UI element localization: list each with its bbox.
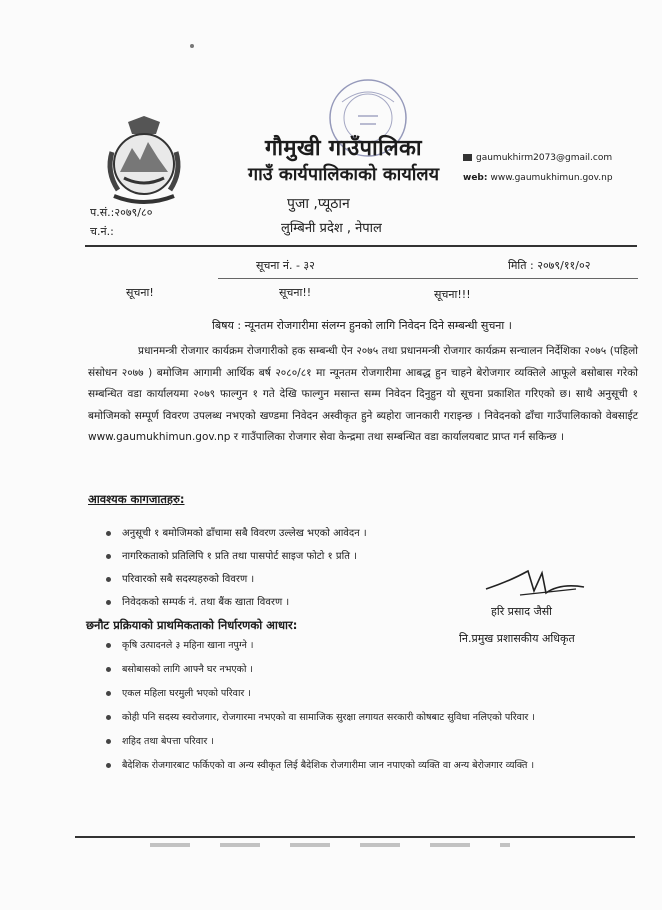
bullet-icon [106, 715, 111, 720]
notice-heading-2: सूचना!! [279, 286, 312, 299]
requirements-heading: आवश्यक कागजातहरु: [88, 492, 185, 506]
footer-residue [150, 843, 510, 847]
email-text: gaumukhirm2073@gmail.com [476, 153, 613, 163]
website-row [463, 168, 613, 188]
list-item: एकल महिला घरमुली भएको परिवार । [106, 682, 535, 706]
address-line-1: पुजा ,प्यूठान [287, 196, 350, 212]
notice-heading-3: सूचना!!! [434, 288, 471, 301]
bullet-icon [106, 577, 111, 582]
website-text: www.gaumukhimun.gov.np [490, 173, 613, 183]
notice-number: सूचना नं. - ३२ [256, 259, 315, 272]
dispatch-number: च.नं.: [90, 225, 114, 238]
list-item: बसोबासको लागि आफ्नै घर नभएको । [106, 658, 535, 682]
notice-date: मिति : २०७९/११/०२ [508, 259, 591, 272]
list-item: बैदेशिक रोजगारबाट फर्किएको वा अन्य स्वीकृत लिई बैदेशिक रोजगारीमा जान नपाएको व्यक्ति वा अन्य बेरोजगार व्यक्ति । [106, 754, 535, 778]
bullet-icon [106, 554, 111, 559]
list-item: कृषि उत्पादनले ३ महिना खाना नपुग्ने । [106, 634, 535, 658]
office-name: गाउँ कार्यपालिकाको कार्यालय [248, 164, 440, 185]
bullet-icon [106, 763, 111, 768]
nepal-emblem-icon [98, 112, 190, 208]
signature-icon [480, 563, 590, 601]
bullet-icon [106, 667, 111, 672]
signatory-name: हरि प्रसाद जैसी [491, 605, 553, 618]
bullet-icon [106, 739, 111, 744]
bullet-icon [106, 643, 111, 648]
bullet-icon [106, 531, 111, 536]
priority-heading: छनौट प्रक्रियाको प्राथमिकताको निर्धारणको आधार: [86, 618, 298, 632]
address-line-2: लुम्बिनी प्रदेश , नेपाल [281, 221, 382, 236]
footer-divider [75, 836, 635, 838]
bullet-icon [106, 691, 111, 696]
notice-body-paragraph: प्रधानमन्त्री रोजगार कार्यक्रम रोजगारीको हक सम्बन्धी ऐन २०७५ तथा प्रधानमन्त्री रोजगार कार्यक्रम सन्चालन निर्देशिका २०७५ (पहिलो संसोधन २०७७ ) बमोजिम आगामी आर्थिक बर्ष २०८०/८१ मा न्यूनतम रोजगारीमा आबद्ध हुन चाहने बेरोजगार व्यक्तिले आफूले बसोबास गरेको सम्बन्धित वडा कार्यालयमा २०७९ फाल्गुन १ गते देखि फाल्गुन मसान्त सम्म निवेदन दिनुहुन यो सूचना प्रकाशित गरिएको छ। साथै अनुसूची १ बमोजिमको सम्पूर्ण विवरण उपलब्ध नभएको खण्डमा निवेदन अस्वीकृत हुने ब्यहोरा जानकारी गराइन्छ । निवेदनको ढाँचा गाउँपालिकाको वेबसाईट www.gaumukhimun.gov.np र गाउँपालिका रोजगार सेवा केन्द्रमा तथा सम्बन्धित वडा कार्यालयबाट प्राप्त गर्न सकिन्छ । [88, 345, 638, 443]
bullet-icon [106, 600, 111, 605]
mail-icon [463, 154, 472, 161]
email-row [463, 148, 613, 168]
signatory-designation: नि.प्रमुख प्रशासकीय अधिकृत [459, 632, 575, 645]
priority-list [106, 634, 535, 778]
requirements-list [106, 522, 367, 614]
notice-heading-1: सूचना! [126, 286, 154, 299]
contact-block [463, 148, 613, 188]
municipality-name: गौमुखी गाउँपालिका [265, 136, 422, 161]
list-item: अनुसूची १ बमोजिमको ढाँचामा सबै विवरण उल्लेख भएको आवेदन । [106, 522, 367, 545]
list-item: निवेदकको सम्पर्क नं. तथा बैंक खाता विवरण । [106, 591, 367, 614]
list-item: कोही पनि सदस्य स्वरोजगार, रोजगारमा नभएको वा सामाजिक सुरक्षा लगायत सरकारी कोषबाट सुविधा नलिएको परिवार । [106, 706, 535, 730]
list-item: नागरिकताको प्रतिलिपि १ प्रति तथा पासपोर्ट साइज फोटो १ प्रति । [106, 545, 367, 568]
reference-number: प.सं.:२०७९/८० [90, 206, 153, 219]
speck [190, 44, 194, 48]
list-item: शहिद तथा बेपत्ता परिवार । [106, 730, 535, 754]
notice-divider [218, 278, 638, 279]
web-label: web: [463, 173, 488, 183]
notice-body [88, 341, 638, 449]
list-item: परिवारको सबै सदस्यहरुको विवरण । [106, 568, 367, 591]
notice-subject: बिषय : न्यूनतम रोजगारीमा संलग्न हुनको लागि निवेदन दिने सम्बन्धी सुचना । [212, 319, 512, 332]
header-divider [85, 245, 637, 247]
